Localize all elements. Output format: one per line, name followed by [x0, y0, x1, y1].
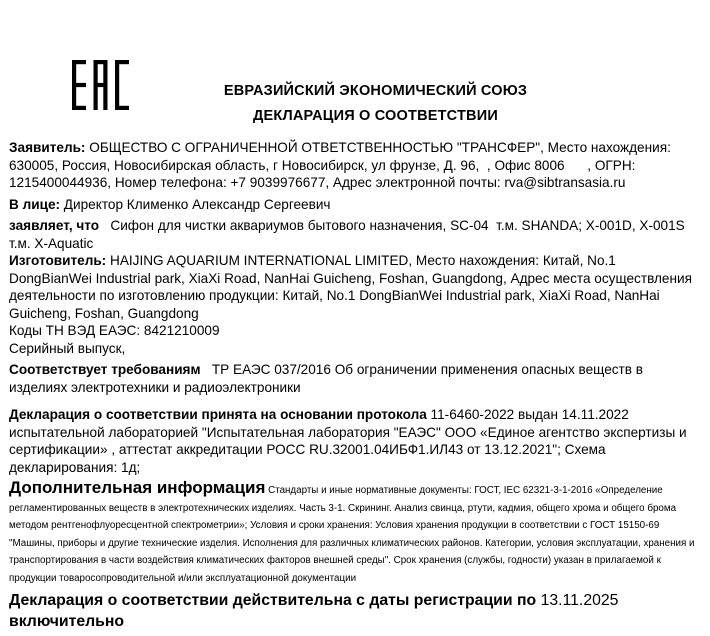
serial-release-text: Серийный выпуск,	[9, 340, 126, 356]
product-text: Сифон для чистки аквариумов бытового назначения, SC-04 т.м. SHANDA; X-001D, X-001S т.м. X-Aquatic	[9, 218, 693, 251]
person-paragraph	[9, 196, 702, 214]
union-title: ЕВРАЗИЙСКИЙ ЭКОНОМИЧЕСКИЙ СОЮЗ	[223, 83, 528, 99]
tnved-code-line	[9, 322, 702, 340]
declares-paragraph	[9, 217, 702, 252]
compliance-paragraph	[9, 361, 702, 396]
additional-info-text: Стандарты и иные нормативные документы: ГОСТ, IEC 62321-3-1-2016 «Определение регламентированных веществ в электротехнических изделиях. Часть 3-1. Скрининг. Анализ свинца, ртути, кадмия, общего хрома и общего брома методом рентгенофлуоресцентной спектрометрии»; Условия и сроки хранения: Условия хранения продукции в соответствии с ГОСТ 15150-69 "Машины, приборы и другие технические изделия. Исполнения для различных климатических районов. Категории, условия эксплуатации, хранения и транспортирования в части воздействия климатических факторов внешней среды". Срок хранения (службы, годности) указан в прилагаемой к продукции товаросопроводительной и/или эксплуатационной документации	[9, 485, 698, 584]
serial-release-line	[9, 340, 702, 358]
eac-mark-glyph	[72, 60, 129, 110]
compliance-text: ТР ЕАЭС 037/2016 Об ограничении применения опасных веществ в изделиях электротехники и радиоэлектроники	[9, 362, 647, 395]
compliance-label: Соответствует требованиям	[9, 362, 201, 377]
tnved-code-text: Коды ТН ВЭД ЕАЭС: 8421210009	[9, 323, 220, 338]
validity-suffix: включительно	[9, 613, 125, 630]
document-title: ДЕКЛАРАЦИЯ О СООТВЕТСТВИИ	[253, 108, 498, 124]
validity-paragraph	[9, 590, 702, 632]
basis-label: Декларация о соответствии принята на основании протокола	[9, 407, 427, 422]
manufacturer-paragraph	[9, 252, 702, 322]
applicant-paragraph	[9, 139, 702, 192]
basis-text: 11-6460-2022 выдан 14.11.2022 испытательной лабораторией "Испытательная лаборатория "ЕАЭС" ООО «Единое агентство экспертизы и сертификации» , аттестат аккредитации РОСС RU.32001.04ИБФ1.ИЛ43 от 13.12.2021"; Схема декларирования: 1д;	[9, 407, 691, 475]
validity-label: Декларация о соответствии действительна с даты регистрации по	[9, 592, 537, 609]
eac-mark-icon	[72, 60, 129, 110]
validity-date: 13.11.2025	[536, 592, 619, 609]
applicant-label: Заявитель:	[9, 140, 86, 155]
person-text: Директор Клименко Александр Сергеевич	[60, 196, 331, 212]
manufacturer-text: HAIJING AQUARIUM INTERNATIONAL LIMITED, Место нахождения: Китай, No.1 DongBianWei Industrial park, XiaXi Road, NanHai Guicheng, Foshan, Guangdong, Адрес места осуществления деятельности по изготовлению продукции: Китай, No.1 DongBianWei Industrial park, XiaXi Road, NanHai Guicheng, Foshan, Guangdong	[9, 253, 696, 321]
applicant-text: ОБЩЕСТВО С ОГРАНИЧЕННОЙ ОТВЕТСТВЕННОСТЬЮ "ТРАНСФЕР", Место нахождения: 630005, Россия, Новосибирская область, г Новосибирск, ул фрунзе, Д. 96, , Офис 8006 , ОГРН: 1215400044936, Номер телефона: +7 9039976677, Адрес электронной почты: rva@sibtransasia.ru	[9, 140, 675, 190]
additional-info-paragraph	[9, 480, 702, 585]
declares-label: заявляет, что	[9, 218, 100, 233]
manufacturer-label: Изготовитель:	[9, 253, 107, 268]
additional-info-label: Дополнительная информация	[9, 478, 266, 497]
document-body	[9, 139, 702, 632]
basis-paragraph	[9, 406, 702, 476]
person-label: В лице:	[9, 196, 61, 212]
